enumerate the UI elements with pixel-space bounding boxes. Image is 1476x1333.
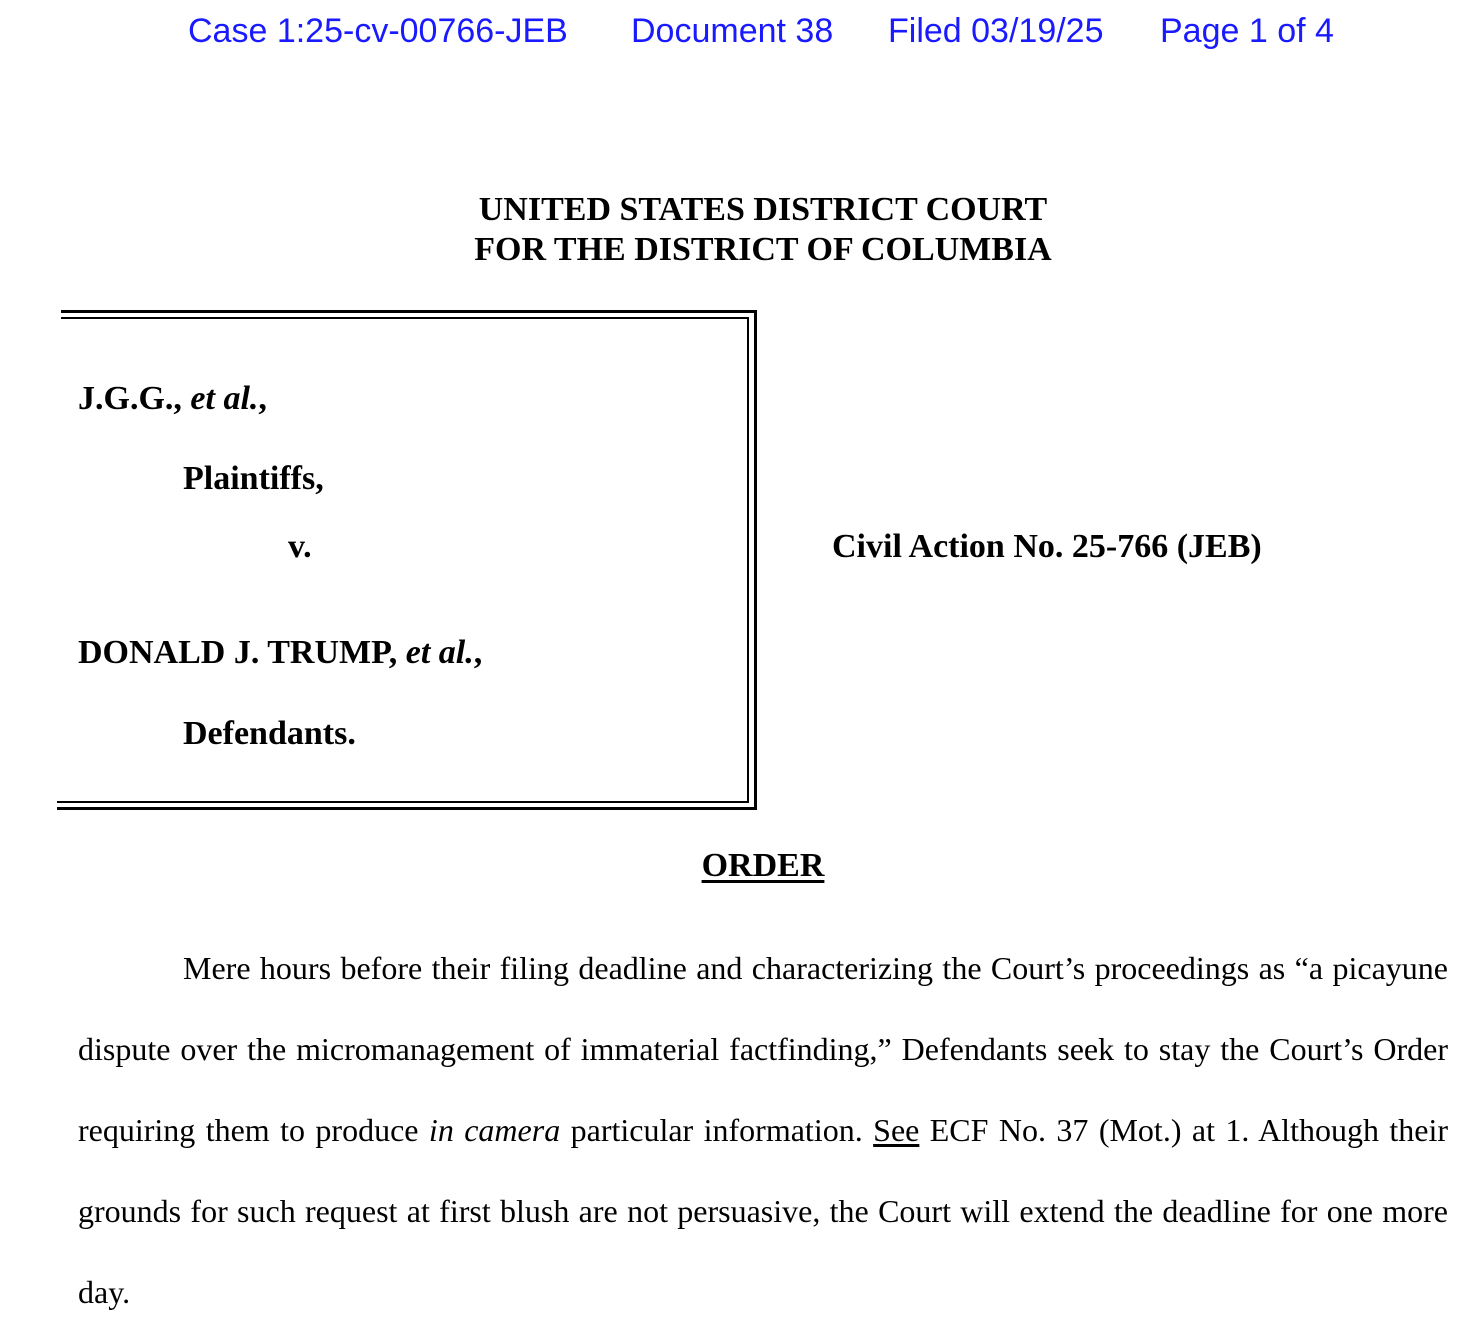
caption-rule (57, 801, 749, 803)
caption-rule (754, 310, 757, 810)
italic-phrase: in camera (428, 1112, 561, 1148)
caption-rule (747, 317, 749, 803)
caption-rule (61, 317, 749, 319)
defendant-name: DONALD J. TRUMP, et al., (78, 634, 483, 671)
order-paragraph: Mere hours before their filing deadline and characterizing the Court’s proceedings as “a picayune dispute over the micromanagement of immaterial factfinding,” Defendants seek to stay the Court’s Order requiring them to produce in camera particular information. See ECF No. 37 (Mot.) at 1. Although their grounds for such request at first blush are not persuasive, the Court will extend the deadline for one more day. (78, 950, 1449, 1310)
court-name (0, 190, 1476, 270)
court-line-2: FOR THE DISTRICT OF COLUMBIA (474, 231, 1052, 268)
header-page-count: Page 1 of 4 (1160, 12, 1334, 50)
civil-action-number: Civil Action No. 25-766 (JEB) (832, 528, 1262, 565)
header-document-number: Document 38 (631, 12, 834, 50)
defendants-label: Defendants. (183, 715, 356, 752)
header-case-number: Case 1:25-cv-00766-JEB (188, 12, 568, 50)
header-filed-date: Filed 03/19/25 (888, 12, 1104, 50)
versus-label: v. (288, 528, 312, 565)
ecf-header (0, 12, 1476, 56)
caption-rule (61, 310, 757, 313)
caption-rule (57, 807, 757, 810)
court-line-1: UNITED STATES DISTRICT COURT (478, 191, 1048, 228)
order-title: ORDER (701, 847, 825, 884)
see-signal: See (873, 1112, 920, 1148)
plaintiffs-label: Plaintiffs, (183, 460, 324, 497)
plaintiff-name: J.G.G., et al., (78, 380, 267, 417)
